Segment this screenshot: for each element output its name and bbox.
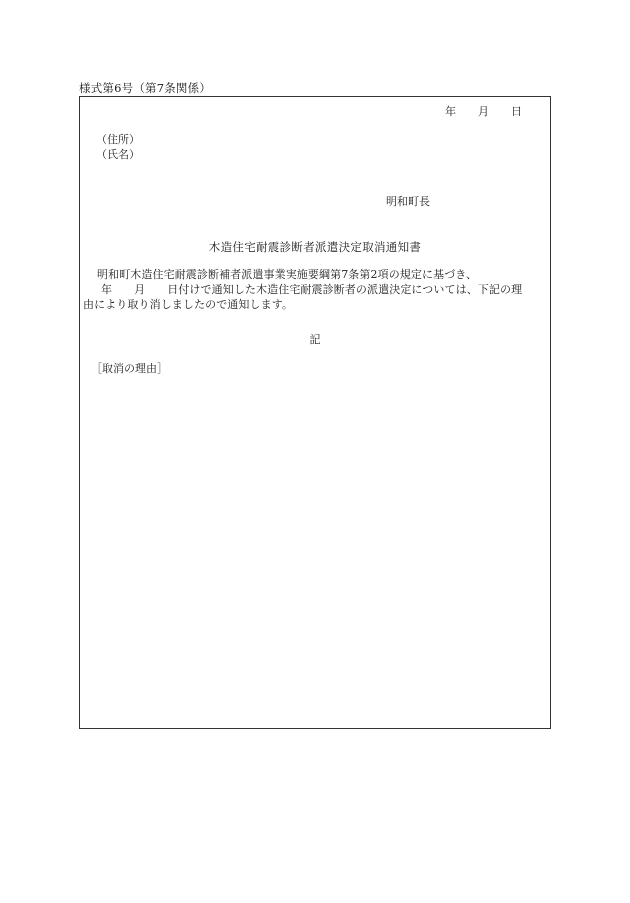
date-line [445,103,522,119]
date-month-label: 月 [478,105,489,118]
body-line-1: 明和町木造住宅耐震診断補者派遣事業実施要綱第7条第2項の規定に基づき、 [97,268,478,281]
recipient-block [96,132,140,162]
cancellation-reason-label: ［取消の理由］ [91,362,168,375]
date-year-label: 年 [445,105,456,118]
recipient-address-label: （住所） [96,133,140,146]
body-year-label: 年 [101,283,113,296]
recipient-name-label: （氏名） [96,148,140,161]
form-number-label: 様式第6号（第7条関係） [79,81,212,95]
body-line-2-text: 日付けで通知した木造住宅耐震診断者の派遣決定については、下記の理 [167,283,523,296]
body-line-2 [83,282,547,297]
document-title: 木造住宅耐震診断者派遣決定取消通知書 [208,240,422,254]
notice-body [83,267,547,312]
notice-form-frame [79,96,551,729]
body-line-3: 由により取り消しましたので通知します。 [83,298,294,311]
body-month-label: 月 [134,283,146,296]
note-mark: 記 [309,333,321,346]
issuer-name: 明和町長 [386,195,430,208]
date-day-label: 日 [511,105,522,118]
